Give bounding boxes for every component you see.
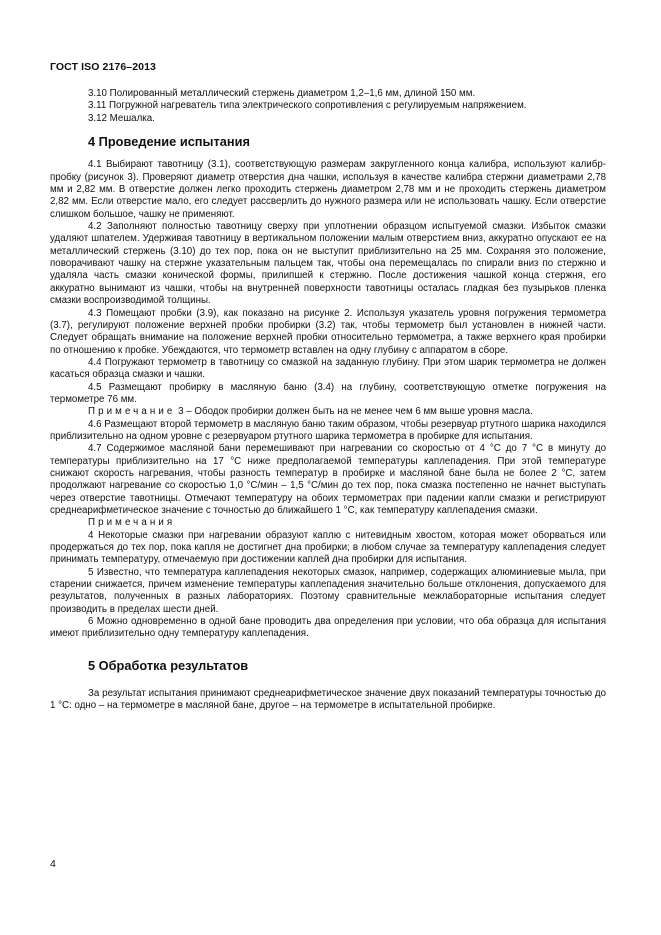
paragraph-4-4: 4.4 Погружают термометр в тавотницу со смазкой на заданную глубину. При этом шарик термометра не должен касаться образца смазки и чашки. [50, 356, 606, 381]
document-header: ГОСТ ISO 2176–2013 [50, 61, 156, 73]
notes-label [50, 517, 606, 529]
paragraph-4-1: 4.1 Выбирают тавотницу (3.1), соответствующую размерам закругленного конца калибра, используют калибр-пробку (рисунок 3). Проверяют диаметр отверстия дна чашки, используя в качестве калибра стержни диаметрами 2,78 мм и 2,82 мм. В отверстие должен легко проходить стержень диаметром 2,78 мм и не проходить стержень диаметром 2,82 мм. Если отверстие мало, его следует рассверлить до нужного размера или не использовать чашку. Если отверстие слишком большое, чашку не применяют. [50, 159, 606, 220]
note-6: 6 Можно одновременно в одной бане проводить два определения при условии, что оба образца для испытания имеют приблизительно одну температуру каплепадения. [50, 616, 606, 640]
paragraph-4-2: 4.2 Заполняют полностью тавотницу сверху при уплотнении образцом испытуемой смазки. Избыток смазки удаляют шпателем. Удерживая тавотницу в вертикальном положении малым отверстием вниз, аккуратно опускают ее на металлический стержень (3.10) до тех пор, пока он не выступит приблизительно на 25 мм. Сохраняя это положение, поворачивают чашку на стержне указательным пальцем так, чтобы она перемещалась по спирали вниз по стержню и удаляла часть смазки конической формы, прилипшей к стержню. После достижения чашкой конца стержня, его аккуратно вынимают из чашки, чтобы на внутренней поверхности тавотницы осталась гладкая без пузырьков пленка смазки воспроизводимой толщины. [50, 221, 606, 307]
note-3-text: 3 – Ободок пробирки должен быть на не менее чем 6 мм выше уровня масла. [175, 406, 533, 418]
note-3-label: Примечание [88, 406, 176, 418]
paragraph-4-3: 4.3 Помещают пробки (3.9), как показано на рисунке 2. Используя указатель уровня погружения термометра (3.7), регулируют положение верхней пробки пробирки (3.2) так, чтобы термометр был установлен в нижней части. Следует обращать внимание на положение верхней пробки относительно термометра, а также верхнего края пробирки по отношению к пробке. Убеждаются, что термометр вставлен на одну глубину с аппаратом в сборе. [50, 307, 606, 356]
note-3 [50, 406, 606, 418]
item-3-10: 3.10 Полированный металлический стержень диаметром 1,2–1,6 мм, длиной 150 мм. [88, 88, 476, 99]
notes-label-text: Примечания [88, 517, 176, 529]
paragraph-5: За результат испытания принимают среднеарифметическое значение двух показаний температуры точностью до 1 °С: одно – на термометре в масляной бане, другое – на термометре в испытательной пробирке. [50, 688, 606, 712]
paragraph-4-7: 4.7 Содержимое масляной бани перемешивают при нагревании со скоростью от 4 °С до 7 °С в минуту до температуры приблизительно на 17 °С ниже предполагаемой температуры каплепадения. При этой температуре снижают скорость нагревания, чтобы разность температур в пробирке и масляной бане была не более 2 °С, затем продолжают нагревание со скоростью 1,0 °С/мин – 1,5 °С/мин до тех пор, пока смазка постепенно не начнет выступать через отверстие тавотницы. Отмечают температуру на обоих термометрах при падении капли смазки и регистрируют среднеарифметическое значение с точностью до ближайшего 1 °С, как температуру каплепадения смазки. [50, 443, 606, 516]
section-5-heading: 5 Обработка результатов [88, 657, 249, 673]
note-5: 5 Известно, что температура каплепадения некоторых смазок, например, содержащих алюминиевые мыла, при старении снижается, причем изменение температуры каплепадения значительно больше отклонения, допускаемого для результатов, полученных в разных лабораториях. Поэтому сравнительные межлабораторные испытания следует производить в пределах шести дней. [50, 566, 606, 615]
item-3-11: 3.11 Погружной нагреватель типа электрического сопротивления с регулируемым напряжением. [88, 100, 527, 112]
paragraph-4-6: 4.6 Размещают второй термометр в масляную баню таким образом, чтобы резервуар ртутного шарика находился приблизительно на одном уровне с резервуаром ртутного шарика термометра в пробирке для испытания. [50, 418, 606, 442]
item-3-12: 3.12 Мешалка. [88, 112, 155, 124]
paragraph-4-5: 4.5 Размещают пробирку в масляную баню (3.4) на глубину, соответствующую отметке погружения на термометре 76 мм. [50, 381, 606, 405]
section-4-heading: 4 Проведение испытания [88, 134, 250, 150]
document-body [50, 88, 606, 713]
note-4: 4 Некоторые смазки при нагревании образуют каплю с нитевидным хвостом, которая может оборваться или продержаться до тех пор, пока капля не достигнет дна пробирки; в любом случае за температуру каплепадения следует принимать температуру, отмечаемую при достижении каплей дна пробирки для испытания. [50, 529, 606, 566]
page-number: 4 [50, 858, 56, 870]
